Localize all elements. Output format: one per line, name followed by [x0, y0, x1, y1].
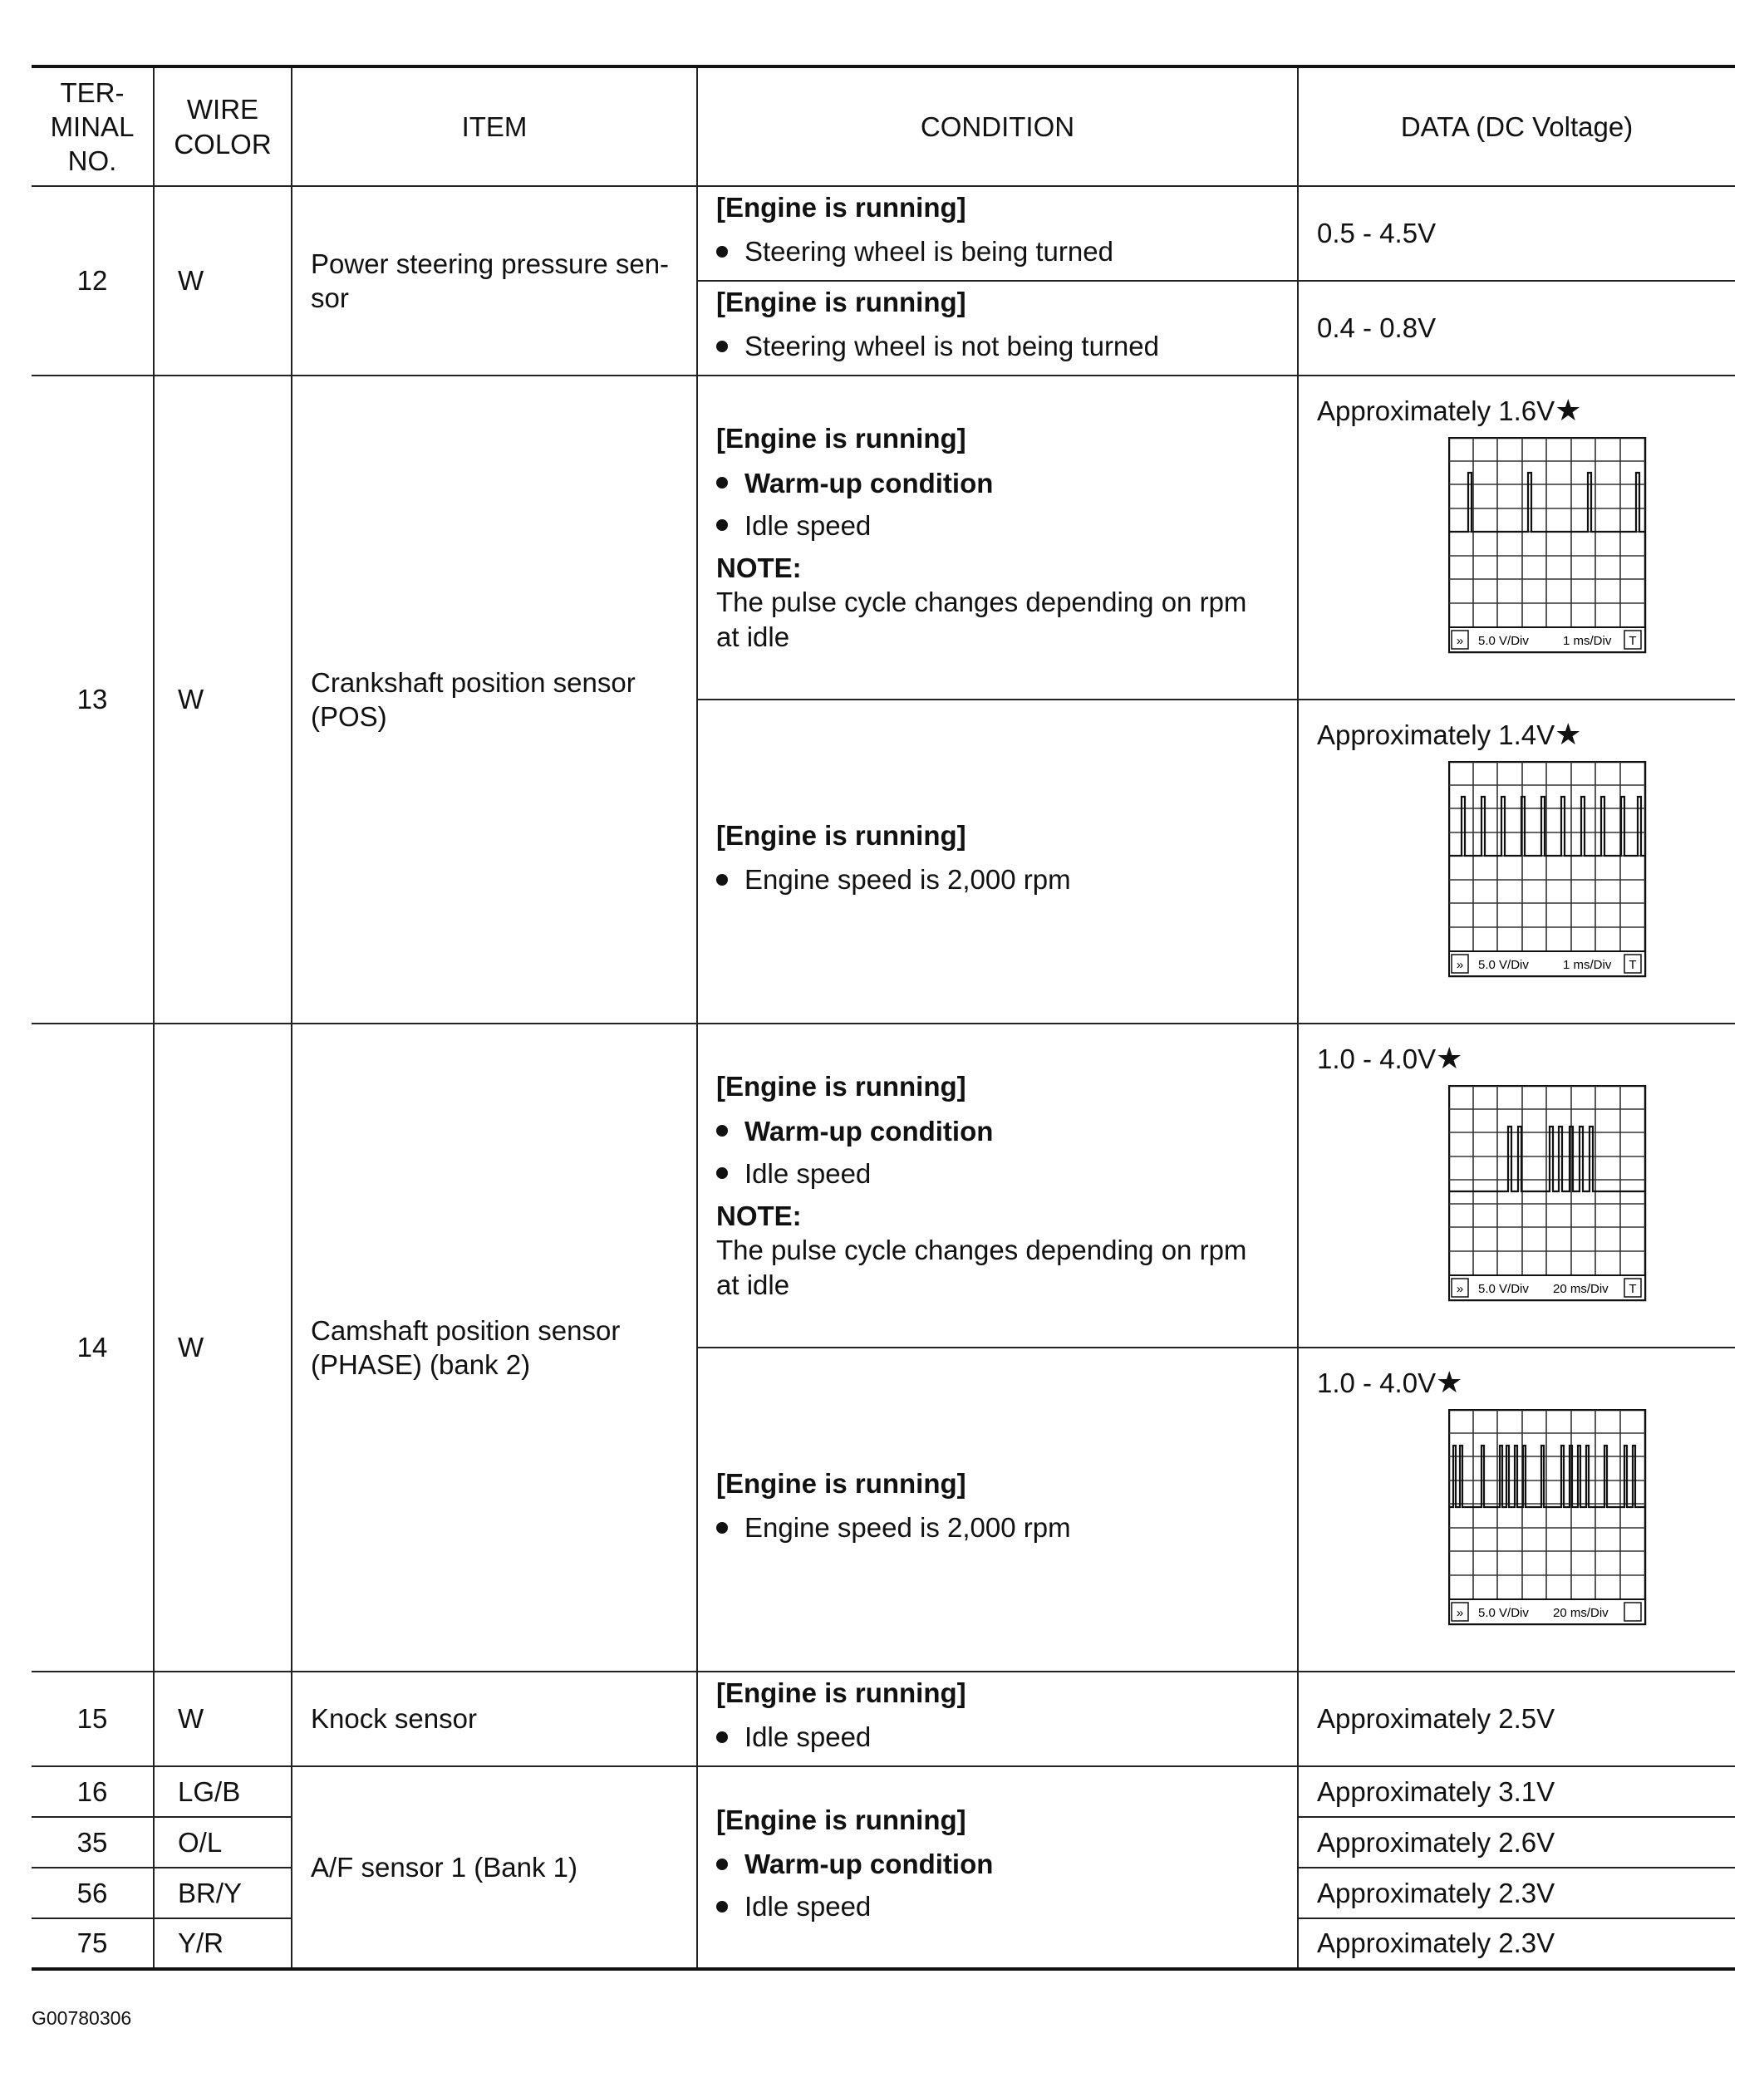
condition-cell	[697, 376, 1298, 700]
condition-bullet	[716, 1114, 1280, 1148]
data-value: 1.0 - 4.0V	[1317, 1043, 1437, 1074]
data-cell	[1298, 376, 1735, 700]
condition-cell	[697, 700, 1298, 1024]
data-value: Approximately 2.5V	[1298, 1672, 1735, 1766]
condition-bullet	[716, 1156, 1280, 1191]
table-row	[32, 1672, 1735, 1766]
scope-time-div: 1 ms/Div	[1563, 634, 1612, 648]
bullet-text: Steering wheel is not being turned	[744, 331, 1159, 361]
item-line: Crankshaft position sensor	[311, 666, 636, 698]
star-icon: ★	[1436, 1365, 1463, 1399]
terminal-no: 14	[32, 1024, 154, 1672]
condition-cell	[697, 1672, 1298, 1766]
bullet-icon	[716, 477, 728, 489]
wire-color: W	[154, 376, 292, 1024]
header-row	[32, 66, 1735, 186]
data-value: 1.0 - 4.0V	[1317, 1368, 1437, 1398]
terminal-no: 13	[32, 376, 154, 1024]
note-text: at idle	[716, 621, 790, 652]
note-heading: NOTE:	[716, 1201, 802, 1231]
oscilloscope-waveform	[1448, 761, 1648, 979]
condition-heading: [Engine is running]	[716, 191, 966, 223]
scope-time-div: 20 ms/Div	[1553, 1606, 1609, 1620]
condition-bullet	[716, 1889, 1280, 1923]
terminal-data-table	[32, 65, 1735, 1971]
wire-color: W	[154, 186, 292, 376]
item-line: Camshaft position sensor	[311, 1314, 621, 1346]
data-cell	[1298, 1024, 1735, 1348]
condition-bullet	[716, 466, 1280, 500]
condition-bullet	[716, 234, 1280, 268]
condition-bullet	[716, 1847, 1280, 1881]
bullet-text: Idle speed	[744, 1891, 872, 1922]
terminal-no: 16	[32, 1766, 154, 1817]
scope-trigger-mark: T	[1629, 1282, 1637, 1296]
header-terminal-line1: TER-	[60, 76, 125, 108]
condition-bullet	[716, 862, 1280, 896]
bullet-icon	[716, 874, 728, 886]
bullet-icon	[716, 519, 728, 531]
condition-cell	[697, 1348, 1298, 1672]
figure-code: G00780306	[32, 2007, 132, 2029]
scope-time-div: 1 ms/Div	[1563, 958, 1612, 972]
table-row	[32, 376, 1735, 700]
terminal-no: 56	[32, 1868, 154, 1918]
bullet-text: Steering wheel is being turned	[744, 236, 1113, 267]
item-name	[292, 376, 697, 1024]
data-value: Approximately 1.6V	[1317, 395, 1555, 426]
terminal-no: 75	[32, 1918, 154, 1969]
data-value: Approximately 2.3V	[1298, 1868, 1735, 1918]
header-terminal-line2: MINAL	[50, 110, 135, 142]
data-cell	[1298, 1348, 1735, 1672]
wire-color: BR/Y	[154, 1868, 292, 1918]
bullet-text: Idle speed	[744, 509, 872, 541]
terminal-no: 15	[32, 1672, 154, 1766]
data-value: Approximately 2.6V	[1298, 1817, 1735, 1868]
data-value: 0.4 - 0.8V	[1298, 281, 1735, 376]
condition-heading: [Engine is running]	[716, 1677, 966, 1708]
scope-arrow-icon: »	[1456, 958, 1464, 972]
terminal-no: 35	[32, 1817, 154, 1868]
scope-volt-div: 5.0 V/Div	[1478, 634, 1529, 648]
scope-volt-div: 5.0 V/Div	[1478, 1606, 1529, 1620]
item-name: Knock sensor	[292, 1672, 697, 1766]
condition-cell	[697, 186, 1298, 281]
table-row	[32, 1024, 1735, 1348]
oscilloscope-waveform	[1448, 437, 1648, 655]
item-line: (POS)	[311, 701, 387, 732]
terminal-no: 12	[32, 186, 154, 376]
scope-volt-div: 5.0 V/Div	[1478, 1282, 1529, 1296]
data-value: Approximately 1.4V	[1317, 719, 1555, 750]
scope-trigger-mark: T	[1629, 958, 1637, 972]
bullet-icon	[716, 341, 728, 352]
bullet-text: Warm-up condition	[744, 1848, 994, 1879]
item-name	[292, 1024, 697, 1672]
header-terminal	[32, 66, 154, 186]
item-line: Power steering pressure sen-	[311, 248, 670, 279]
table-row	[32, 186, 1735, 281]
wire-color: W	[154, 1024, 292, 1672]
data-value: 0.5 - 4.5V	[1298, 186, 1735, 281]
condition-cell	[697, 1766, 1298, 1969]
wire-color: W	[154, 1672, 292, 1766]
condition-heading: [Engine is running]	[716, 423, 966, 454]
scope-arrow-icon: »	[1456, 1606, 1464, 1620]
bullet-icon	[716, 1731, 728, 1743]
scope-time-div: 20 ms/Div	[1553, 1282, 1609, 1296]
header-wire-line2: COLOR	[174, 128, 272, 160]
bullet-icon	[716, 1522, 728, 1534]
bullet-icon	[716, 246, 728, 258]
header-data: DATA (DC Voltage)	[1298, 66, 1735, 186]
condition-cell	[697, 1024, 1298, 1348]
header-item: ITEM	[292, 66, 697, 186]
condition-heading: [Engine is running]	[716, 286, 966, 317]
condition-heading: [Engine is running]	[716, 1804, 966, 1835]
bullet-text: Warm-up condition	[744, 1115, 994, 1147]
note-heading: NOTE:	[716, 552, 802, 583]
bullet-icon	[716, 1167, 728, 1179]
data-sheet	[32, 65, 1735, 1971]
table-row	[32, 1766, 1735, 1817]
item-line: sor	[311, 282, 349, 313]
item-name	[292, 186, 697, 376]
bullet-text: Idle speed	[744, 1721, 872, 1752]
oscilloscope-waveform	[1448, 1409, 1648, 1627]
star-icon: ★	[1555, 393, 1582, 427]
condition-cell	[697, 281, 1298, 376]
star-icon: ★	[1436, 1041, 1463, 1075]
bullet-icon	[716, 1125, 728, 1137]
scope-volt-div: 5.0 V/Div	[1478, 958, 1529, 972]
item-line: (PHASE) (bank 2)	[311, 1349, 531, 1380]
data-value: Approximately 2.3V	[1298, 1918, 1735, 1969]
wire-color: LG/B	[154, 1766, 292, 1817]
bullet-text: Idle speed	[744, 1157, 872, 1189]
oscilloscope-waveform	[1448, 1085, 1648, 1303]
bullet-icon	[716, 1901, 728, 1913]
condition-heading: [Engine is running]	[716, 1467, 966, 1499]
item-name: A/F sensor 1 (Bank 1)	[292, 1766, 697, 1969]
bullet-icon	[716, 1859, 728, 1870]
header-terminal-line3: NO.	[67, 145, 117, 177]
note-text: at idle	[716, 1269, 790, 1300]
data-value: Approximately 3.1V	[1298, 1766, 1735, 1817]
data-cell	[1298, 700, 1735, 1024]
scope-arrow-icon: »	[1456, 634, 1464, 648]
condition-bullet	[716, 329, 1280, 363]
bullet-text: Warm-up condition	[744, 467, 994, 498]
bullet-text: Engine speed is 2,000 rpm	[744, 1512, 1071, 1543]
scope-trigger-mark: T	[1629, 634, 1637, 648]
note-text: The pulse cycle changes depending on rpm	[716, 587, 1247, 618]
star-icon: ★	[1555, 717, 1582, 751]
note-text: The pulse cycle changes depending on rpm	[716, 1235, 1247, 1266]
condition-heading: [Engine is running]	[716, 819, 966, 851]
condition-bullet	[716, 1720, 1280, 1754]
wire-color: Y/R	[154, 1918, 292, 1969]
condition-bullet	[716, 1510, 1280, 1544]
condition-bullet	[716, 508, 1280, 543]
bullet-text: Engine speed is 2,000 rpm	[744, 864, 1071, 895]
wire-color: O/L	[154, 1817, 292, 1868]
scope-arrow-icon: »	[1456, 1282, 1464, 1296]
header-condition: CONDITION	[697, 66, 1298, 186]
header-wire-line1: WIRE	[186, 94, 259, 125]
condition-heading: [Engine is running]	[716, 1071, 966, 1102]
header-wire	[154, 66, 292, 186]
